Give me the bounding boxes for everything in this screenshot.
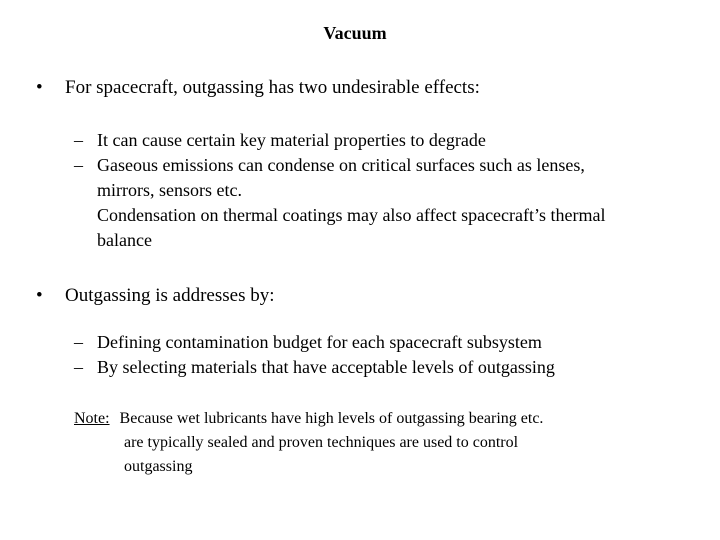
sub-item-line: mirrors, sensors etc. [97, 180, 242, 200]
bullet-outgassing-effects [36, 76, 480, 100]
bullet-outgassing-addressed [36, 284, 275, 308]
bullet-text: Outgassing is addresses by: [65, 285, 275, 306]
note-line: outgassing [124, 458, 193, 475]
bullet-symbol: • [36, 77, 43, 98]
sub-item-line: It can cause certain key material properties to degrade [97, 130, 486, 150]
sub-item-line: By selecting materials that have acceptable levels of outgassing [97, 357, 555, 377]
bullet-text: For spacecraft, outgassing has two undesirable effects: [65, 77, 480, 98]
sub-item-line: Condensation on thermal coatings may also affect spacecraft’s thermal [97, 205, 606, 225]
sub-item-budget [74, 330, 694, 355]
sub-list-measures [74, 330, 694, 380]
note-line: are typically sealed and proven techniques are used to control [124, 434, 519, 451]
sub-item-emissions [74, 153, 694, 253]
note-block [74, 407, 694, 479]
sub-item-line: balance [97, 230, 152, 250]
sub-item-degrade [74, 128, 694, 153]
note-label: Note: [74, 410, 110, 427]
dash-symbol: – [74, 332, 83, 352]
dash-symbol: – [74, 130, 83, 150]
sub-item-line: Defining contamination budget for each spacecraft subsystem [97, 332, 542, 352]
page-title: Vacuum [323, 23, 387, 43]
sub-item-line: Gaseous emissions can condense on critical surfaces such as lenses, [97, 155, 585, 175]
bullet-symbol: • [36, 285, 43, 306]
sub-list-effects [74, 128, 694, 253]
dash-symbol: – [74, 155, 83, 175]
dash-symbol: – [74, 357, 83, 377]
note-first-line [74, 407, 694, 431]
sub-item-materials [74, 355, 694, 380]
note-line: Because wet lubricants have high levels of outgassing bearing etc. [119, 410, 544, 427]
